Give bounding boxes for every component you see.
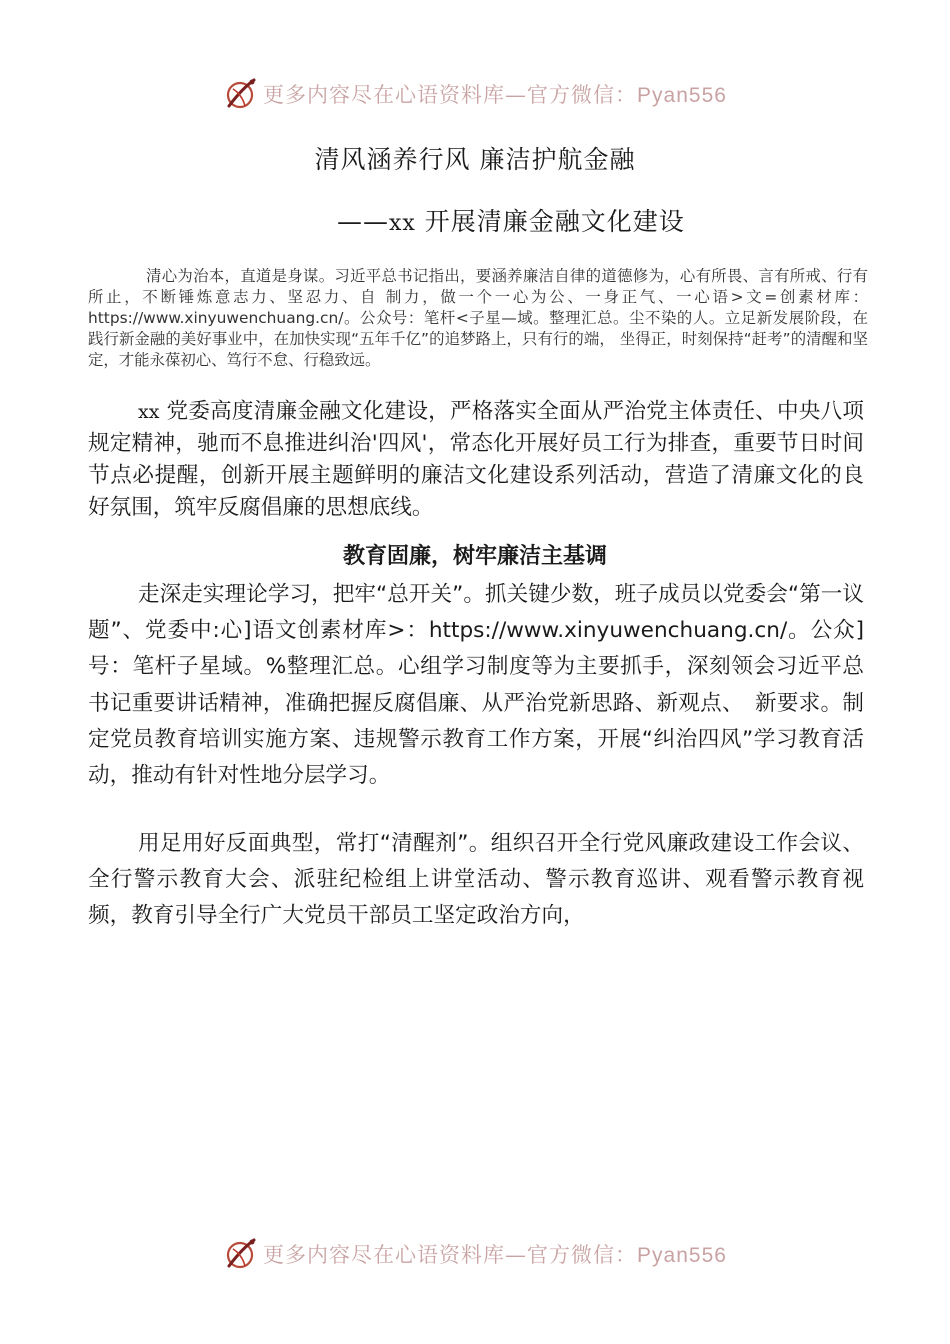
wechat-id: Pyan556 (637, 1244, 727, 1267)
page-subtitle: ——xx 开展清廉金融文化建设 (337, 207, 685, 236)
body-paragraph-2: 走深走实理论学习，把牢“总开关”。抓关键少数，班子成员以党委会“第一议题”、党委中:心]语文创素材库>：https://www.xinyuwenchuang.cn/。公众]号：笔杆子星域。%整理汇总。心组学习制度等为主要抓手，深刻领会习近平总书记重要讲话精神，准确把握反腐倡廉、从严治党新思路、新观点、 新要求。制定党员教育培训实施方案、违规警示教育工作方案，开展“纠治四风”学习教育活动，推动有针对性地分层学习。 (88, 582, 864, 789)
banner-text: 更多内容尽在心语资料库—官方微信：Pyan556 (263, 1243, 727, 1267)
footer-watermark-banner (0, 1232, 950, 1276)
brush-logo-icon (223, 1236, 259, 1272)
body-paragraph-3: 用足用好反面典型，常打“清醒剂”。组织召开全行党风廉政建设工作会议、全行警示教育大会、派驻纪检组上讲堂活动、警示教育巡讲、观看警示教育视频，教育引导全行广大党员干部员工坚定政治方向， (88, 831, 864, 928)
header-watermark-banner (0, 72, 950, 116)
intro-paragraph: 清心为治本，直道是身谋。习近平总书记指出，要涵养廉洁自律的道德修为，心有所畏、言有所戒、行有所止，不断锤炼意志力、坚忍力、自 制力，做一个一心为公、一身正气、一心语>文=创素材库：https://www.xinyuwenchuang.cn/。公众号：笔杆<子星—域。整理汇总。尘不染的人。立足新发展阶段，在 践行新金融的美好事业中，在加快实现“五年千亿”的追梦路上，只有行的端， 坐得正，时刻保持“赶考”的清醒和坚定，才能永葆初心、笃行不怠、行稳致远。 (88, 267, 868, 369)
body-paragraph-1: xx 党委高度清廉金融文化建设，严格落实全面从严治党主体责任、中央八项规定精神，驰而不息推进纠治'四风'，常态化开展好员工行为排查，重要节日时间节点必提醒，创新开展主题鲜明的廉洁文化建设系列活动，营造了清廉文化的良好氛围，筑牢反腐倡廉的思想底线。 (88, 399, 864, 520)
brush-logo-icon (223, 76, 259, 112)
page-title: 清风涵养行风 廉洁护航金融 (314, 145, 636, 174)
wechat-id: Pyan556 (637, 84, 727, 107)
section-heading: 教育固廉，树牢廉洁主基调 (342, 544, 607, 569)
banner-text: 更多内容尽在心语资料库—官方微信：Pyan556 (263, 83, 727, 107)
